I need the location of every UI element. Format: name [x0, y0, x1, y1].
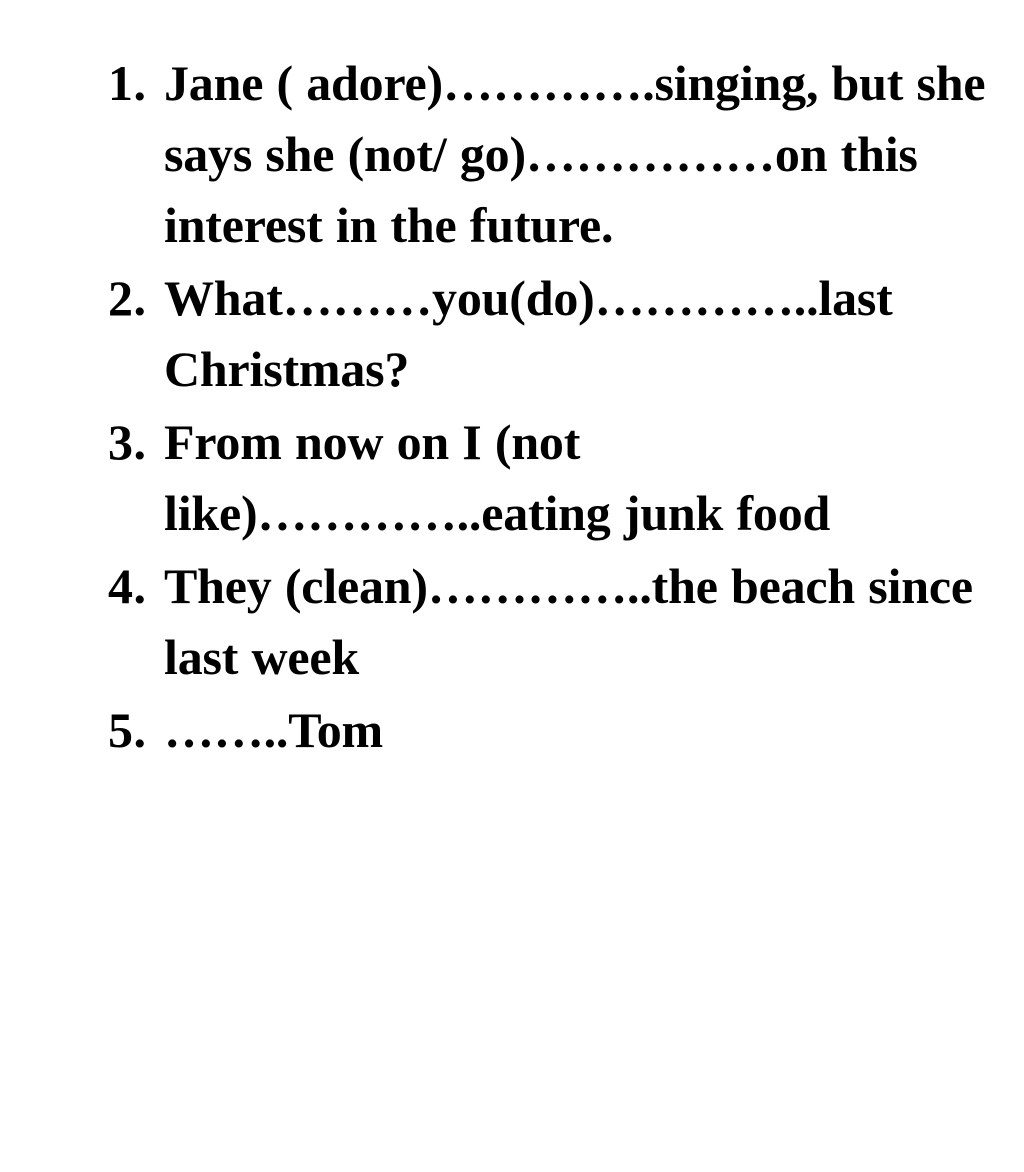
list-item	[108, 695, 994, 766]
item-number: 2.	[108, 270, 147, 326]
item-text: Jane ( adore)………….singing, but she says she (not/ go)……………on this interest in the future.	[164, 55, 986, 253]
item-number: 1.	[108, 55, 147, 111]
item-text: They (clean)…………..the beach since last week	[164, 558, 973, 685]
list-item	[108, 48, 994, 261]
exercise-list	[108, 48, 994, 766]
list-item	[108, 263, 994, 405]
item-number: 4.	[108, 558, 147, 614]
list-item	[108, 407, 994, 549]
item-text: What………you(do)…………..last Christmas?	[164, 270, 893, 397]
item-number: 5.	[108, 702, 147, 758]
item-text: From now on I (not like)…………..eating junk food	[164, 414, 831, 541]
item-number: 3.	[108, 414, 147, 470]
list-item	[108, 551, 994, 693]
item-text: ……..Tom	[164, 702, 384, 758]
